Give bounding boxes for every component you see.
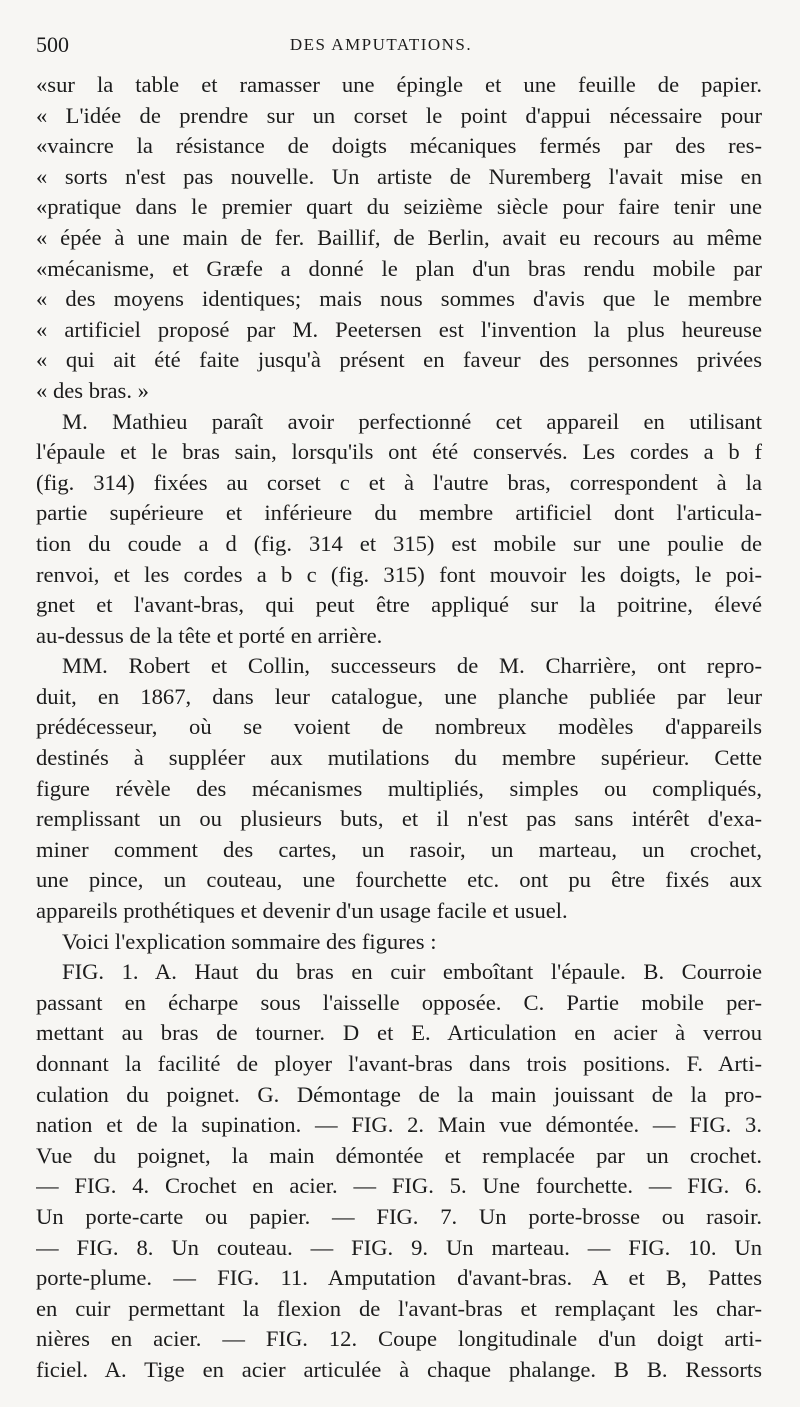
text-line: (fig. 314) fixées au corset c et à l'autre bras, correspondent à la: [36, 469, 762, 495]
text-line: l'épaule et le bras sain, lorsqu'ils ont été conservés. Les cordes a b f: [36, 439, 762, 465]
text-line: « des moyens identiques; mais nous sommes d'avis que le membre: [36, 286, 762, 312]
text-line: Vue du poignet, la main démontée et remplacée par un crochet.: [36, 1142, 762, 1168]
running-title: DES AMPUTATIONS.: [289, 35, 473, 54]
text-line: «mécanisme, et Græfe a donné le plan d'un bras rendu mobile par: [36, 255, 762, 281]
text-line: destinés à suppléer aux mutilations du membre supérieur. Cette: [36, 745, 762, 771]
text-line: miner comment des cartes, un rasoir, un marteau, un crochet,: [36, 836, 762, 862]
text-line: prédécesseur, où se voient de nombreux modèles d'appareils: [36, 714, 762, 740]
text-line: nières en acier. — FIG. 12. Coupe longitudinale d'un doigt arti-: [36, 1326, 762, 1352]
body-text: [36, 70, 762, 1386]
text-line: « L'idée de prendre sur un corset le point d'appui nécessaire pour: [36, 102, 762, 128]
text-line: — FIG. 8. Un couteau. — FIG. 9. Un marteau. — FIG. 10. Un: [36, 1234, 762, 1260]
text-line: duit, en 1867, dans leur catalogue, une planche publiée par leur: [36, 683, 762, 709]
text-line: au-dessus de la tête et porté en arrière.: [36, 622, 383, 648]
text-line: Voici l'explication sommaire des figures :: [62, 928, 437, 954]
text-line: — FIG. 4. Crochet en acier. — FIG. 5. Une fourchette. — FIG. 6.: [36, 1173, 762, 1199]
text-line: « qui ait été faite jusqu'à présent en faveur des personnes privées: [36, 347, 762, 373]
text-line: «pratique dans le premier quart du seizième siècle pour faire tenir une: [36, 194, 762, 220]
text-line: « artificiel proposé par M. Peetersen est l'invention la plus heureuse: [36, 316, 762, 342]
text-line: renvoi, et les cordes a b c (fig. 315) font mouvoir les doigts, le poi-: [36, 561, 762, 587]
text-line: donnant la facilité de ployer l'avant-bras dans trois positions. F. Arti-: [36, 1051, 762, 1076]
text-line: culation du poignet. G. Démontage de la main jouissant de la pro-: [36, 1081, 762, 1107]
text-line: mettant au bras de tourner. D et E. Articulation en acier à verrou: [36, 1020, 762, 1046]
text-line: ficiel. A. Tige en acier articulée à chaque phalange. B B. Ressorts: [36, 1356, 762, 1382]
text-line: M. Mathieu paraît avoir perfectionné cet appareil en utilisant: [62, 408, 762, 434]
text-line: tion du coude a d (fig. 314 et 315) est mobile sur une poulie de: [36, 530, 762, 556]
text-line: une pince, un couteau, une fourchette etc. ont pu être fixés aux: [36, 867, 762, 893]
text-line: porte-plume. — FIG. 11. Amputation d'avant-bras. A et B, Pattes: [36, 1265, 762, 1291]
text-line: nation et de la supination. — FIG. 2. Main vue démontée. — FIG. 3.: [36, 1112, 762, 1138]
text-line: figure révèle des mécanismes multipliés, simples ou compliqués,: [36, 775, 762, 801]
text-line: passant en écharpe sous l'aisselle opposée. C. Partie mobile per-: [36, 989, 762, 1015]
text-line: partie supérieure et inférieure du membre artificiel dont l'articula-: [36, 500, 762, 526]
text-line: Un porte-carte ou papier. — FIG. 7. Un porte-brosse ou rasoir.: [36, 1203, 762, 1229]
running-head: [36, 30, 766, 60]
text-line: «sur la table et ramasser une épingle et une feuille de papier.: [36, 72, 762, 97]
text-line: remplissant un ou plusieurs buts, et il n'est pas sans intérêt d'exa-: [36, 806, 762, 832]
text-line: «vaincre la résistance de doigts mécaniques fermés par des res-: [36, 133, 762, 159]
page-number: 500: [36, 32, 69, 57]
text-line: appareils prothétiques et devenir d'un usage facile et usuel.: [36, 898, 568, 924]
text-line: MM. Robert et Collin, successeurs de M. Charrière, ont repro-: [62, 653, 762, 679]
text-line: FIG. 1. A. Haut du bras en cuir emboîtant l'épaule. B. Courroie: [62, 959, 762, 985]
text-line: « sorts n'est pas nouvelle. Un artiste de Nuremberg l'avait mise en: [36, 163, 762, 189]
text-line: « épée à une main de fer. Baillif, de Berlin, avait eu recours au même: [36, 224, 762, 250]
text-line: en cuir permettant la flexion de l'avant-bras et remplaçant les char-: [36, 1295, 762, 1321]
text-line: « des bras. »: [36, 377, 149, 403]
text-line: gnet et l'avant-bras, qui peut être appliqué sur la poitrine, élevé: [36, 592, 762, 618]
